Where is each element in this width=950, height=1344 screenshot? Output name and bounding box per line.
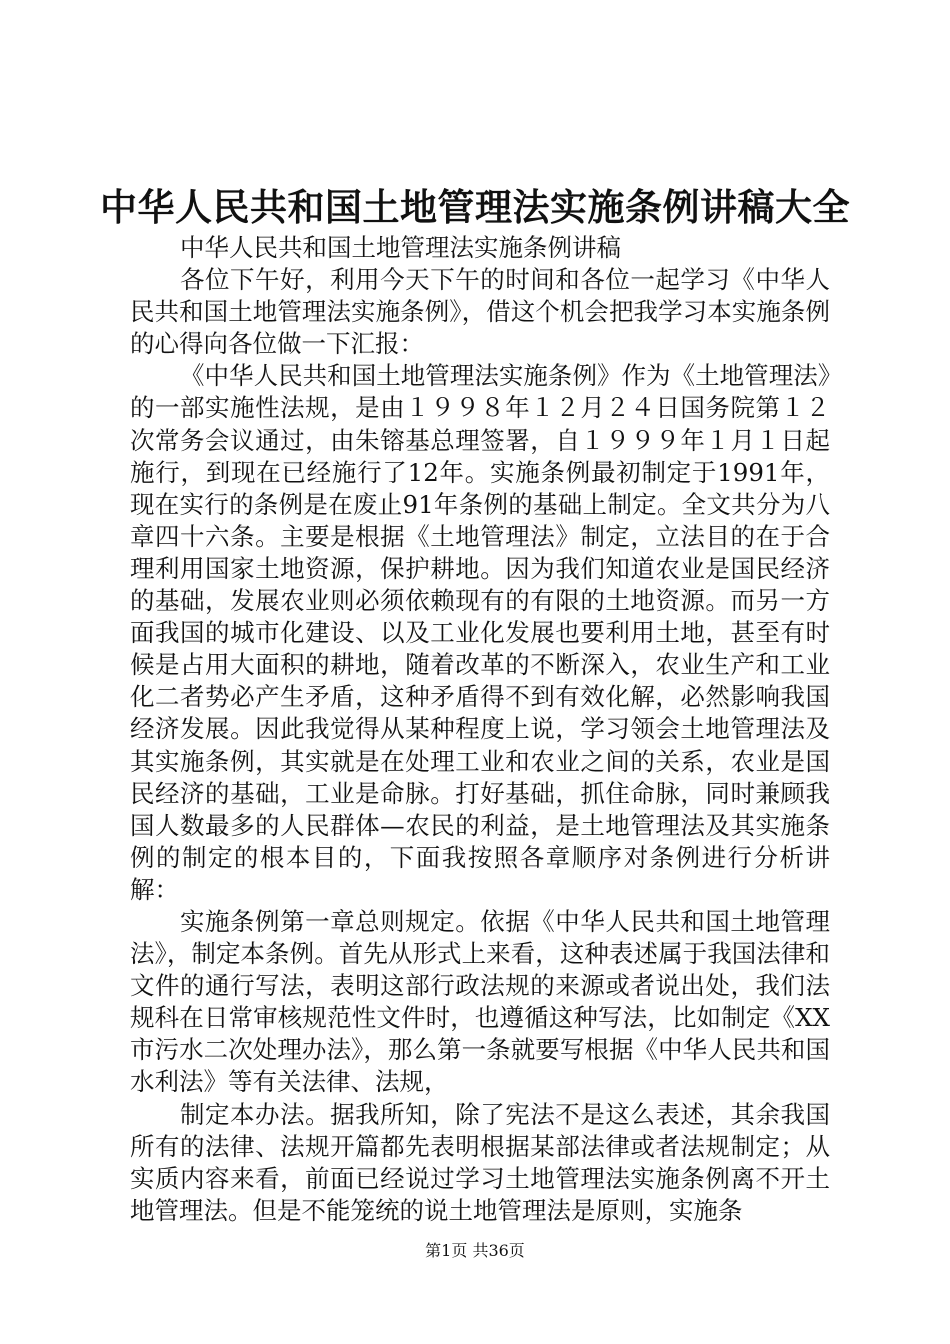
paragraph-continuation: 制定本办法。据我所知，除了宪法不是这么表述，其余我国所有的法律、法规开篇都先表明根据某部法律或者法规制定；从实质内容来看，前面已经说过学习土地管理法实施条例离不开土地管理法。但是不能笼统的说土地管理法是原则，实施条 <box>130 1099 830 1225</box>
document-title: 中华人民共和国土地管理法实施条例讲稿大全 <box>100 186 850 229</box>
page-number-footer: 第1页 共36页 <box>425 1241 525 1260</box>
paragraph-subtitle: 中华人民共和国土地管理法实施条例讲稿 <box>180 233 621 262</box>
document-body <box>130 232 830 1227</box>
paragraph-chapter-one: 实施条例第一章总则规定。依据《中华人民共和国土地管理法》，制定本条例。首先从形式上来看，这种表述属于我国法律和文件的通行写法，表明这部行政法规的来源或者说出处，我们法规科在日常审核规范性文件时，也遵循这种写法，比如制定《XX市污水二次处理办法》，那么第一条就要写根据《中华人民共和国水利法》等有关法律、法规， <box>130 906 830 1097</box>
paragraph-greeting: 各位下午好，利用今天下午的时间和各位一起学习《中华人民共和国土地管理法实施条例》，借这个机会把我学习本实施条例的心得向各位做一下汇报： <box>130 265 830 359</box>
paragraph-introduction: 《中华人民共和国土地管理法实施条例》作为《土地管理法》的一部实施性法规，是由１９９８年１２月２４日国务院第１２次常务会议通过，由朱镕基总理签署，自１９９９年１月１日起施行，到现在已经施行了12年。实施条例最初制定于1991年，现在实行的条例是在废止91年条例的基础上制定。全文共分为八章四十六条。主要是根据《土地管理法》制定，立法目的在于合理利用国家土地资源，保护耕地。因为我们知道农业是国民经济的基础，发展农业则必须依赖现有的有限的土地资源。而另一方面我国的城市化建设、以及工业化发展也要利用土地，甚至有时候是占用大面积的耕地，随着改革的不断深入，农业生产和工业化二者势必产生矛盾，这种矛盾得不到有效化解，必然影响我国经济发展。因此我觉得从某种程度上说，学习领会土地管理法及其实施条例，其实就是在处理工业和农业之间的关系，农业是国民经济的基础，工业是命脉。打好基础，抓住命脉，同时兼顾我国人数最多的人民群体—农民的利益，是土地管理法及其实施条例的制定的根本目的，下面我按照各章顺序对条例进行分析讲解： <box>130 361 830 904</box>
